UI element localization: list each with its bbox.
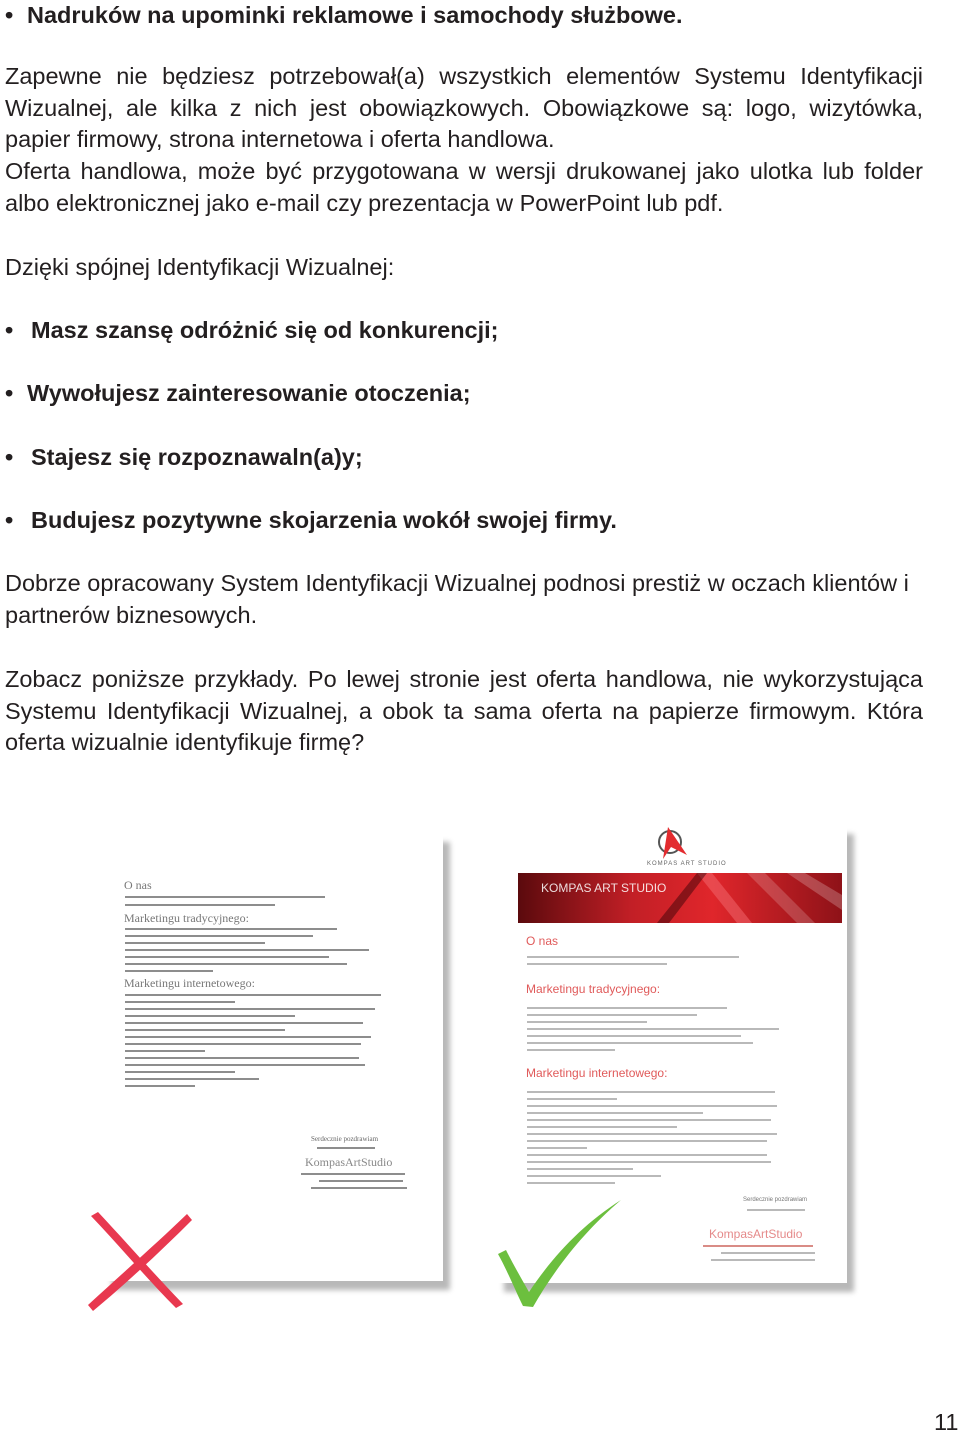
text-line bbox=[125, 928, 337, 930]
text-line bbox=[721, 1252, 815, 1254]
text-line bbox=[527, 1147, 587, 1149]
text-line bbox=[125, 1015, 295, 1017]
text-line bbox=[703, 1245, 813, 1247]
text-line bbox=[125, 1085, 195, 1087]
paragraph-examples: Zobacz poniższe przykłady. Po lewej stronie jest oferta handlowa, nie wykorzystująca Systemu Identyfikacji Wizualnej, a obok ta sama oferta na papierze firmowym. Która oferta wizualnie identyfikuje firmę? bbox=[5, 666, 923, 756]
benefit-text: Masz szansę odróżnić się od konkurencji; bbox=[31, 317, 499, 343]
heading-traditional: Marketingu tradycyjnego: bbox=[526, 982, 661, 996]
bullet-dot: • bbox=[5, 507, 14, 533]
heading-about: O nas bbox=[526, 934, 559, 948]
text-line bbox=[125, 935, 313, 937]
bullet-dot: • bbox=[5, 380, 14, 406]
heading-internet: Marketingu internetowego: bbox=[124, 976, 255, 990]
text-line bbox=[527, 1098, 617, 1100]
text-line bbox=[527, 963, 667, 965]
text-line bbox=[125, 1050, 205, 1052]
benefit-item bbox=[5, 315, 499, 347]
text-line bbox=[125, 1001, 235, 1003]
text-line bbox=[527, 1133, 777, 1135]
banner-text: KOMPAS ART STUDIO bbox=[541, 881, 667, 895]
cross-mark-icon bbox=[84, 1208, 194, 1316]
text-line bbox=[125, 1043, 361, 1045]
heading-about: O nas bbox=[124, 878, 152, 892]
heading-internet: Marketingu internetowego: bbox=[526, 1066, 668, 1080]
text-line bbox=[527, 1112, 703, 1114]
bullet-dot: • bbox=[5, 2, 14, 28]
text-line bbox=[301, 1173, 405, 1175]
text-line bbox=[125, 1078, 259, 1080]
text-line bbox=[527, 956, 739, 958]
signature-company: KompasArtStudio bbox=[709, 1227, 803, 1241]
text-line bbox=[527, 1175, 661, 1177]
text-line bbox=[527, 1168, 633, 1170]
text-line bbox=[125, 942, 265, 944]
text-line bbox=[527, 1140, 767, 1142]
text-line bbox=[527, 1007, 727, 1009]
text-line bbox=[317, 1147, 375, 1149]
text-line bbox=[711, 1259, 815, 1261]
benefit-text: Wywołujesz zainteresowanie otoczenia; bbox=[27, 380, 471, 406]
bullet-item bbox=[5, 0, 683, 32]
paragraph-offer: Oferta handlowa, może być przygotowana w wersji drukowanej jako ulotka lub folder albo elektronicznej jako e-mail czy prezentacja w PowerPoint lub pdf. bbox=[5, 158, 923, 216]
benefit-item bbox=[5, 442, 363, 474]
signature-label: Serdecznie pozdrawiam bbox=[311, 1135, 379, 1143]
text-line bbox=[125, 904, 275, 906]
text-line bbox=[527, 1126, 677, 1128]
signature-label: Serdecznie pozdrawiam bbox=[743, 1197, 808, 1203]
text-line bbox=[311, 1187, 407, 1189]
text-line bbox=[527, 1161, 771, 1163]
text-line bbox=[125, 1008, 375, 1010]
text-line bbox=[125, 1029, 285, 1031]
bullet-dot: • bbox=[5, 444, 14, 470]
benefit-text: Stajesz się rozpoznawaln(a)y; bbox=[31, 444, 363, 470]
benefits-intro: Dzięki spójnej Identyfikacji Wizualnej: bbox=[5, 254, 395, 280]
text-line bbox=[527, 1105, 777, 1107]
text-line bbox=[527, 1049, 615, 1051]
text-line bbox=[527, 1091, 775, 1093]
text-line bbox=[125, 970, 213, 972]
text-line bbox=[527, 1119, 771, 1121]
text-line bbox=[527, 1182, 615, 1184]
text-line bbox=[125, 896, 325, 898]
heading-traditional: Marketingu tradycyjnego: bbox=[124, 911, 249, 925]
text-line bbox=[125, 994, 381, 996]
text-line bbox=[527, 1154, 767, 1156]
text-line bbox=[527, 1014, 697, 1016]
text-line bbox=[527, 1021, 647, 1023]
page-number: 11 bbox=[934, 1409, 959, 1435]
paragraph-prestige: Dobrze opracowany System Identyfikacji Wizualnej podnosi prestiż w oczach klientów i partnerów biznesowych. bbox=[5, 570, 909, 628]
bullet-text: Nadruków na upominki reklamowe i samochody służbowe. bbox=[27, 2, 683, 28]
benefit-text: Budujesz pozytywne skojarzenia wokół swojej firmy. bbox=[31, 507, 617, 533]
text-line bbox=[527, 1028, 779, 1030]
paragraph-mandatory-elements: Zapewne nie będziesz potrzebował(a) wszystkich elementów Systemu Identyfikacji Wizualnej, ale kilka z nich jest obowiązkowych. Obowiązkowe są: logo, wizytówka, papier firmowy, strona internetowa i oferta handlowa. bbox=[5, 63, 923, 153]
signature-company: KompasArtStudio bbox=[305, 1155, 393, 1169]
text-line bbox=[125, 1057, 359, 1059]
benefit-item bbox=[5, 505, 617, 537]
logo-caption: KOMPAS ART STUDIO bbox=[647, 861, 727, 867]
text-line bbox=[319, 1180, 403, 1182]
text-line bbox=[125, 1022, 363, 1024]
text-line bbox=[125, 956, 329, 958]
text-line bbox=[125, 1071, 235, 1073]
text-line bbox=[125, 1064, 365, 1066]
text-line bbox=[125, 963, 347, 965]
benefit-item bbox=[5, 378, 471, 410]
text-line bbox=[125, 949, 369, 951]
text-line bbox=[527, 1042, 753, 1044]
check-mark-icon bbox=[493, 1198, 625, 1312]
bullet-dot: • bbox=[5, 317, 14, 343]
text-line bbox=[747, 1209, 805, 1211]
text-line bbox=[527, 1035, 741, 1037]
text-line bbox=[125, 1036, 371, 1038]
